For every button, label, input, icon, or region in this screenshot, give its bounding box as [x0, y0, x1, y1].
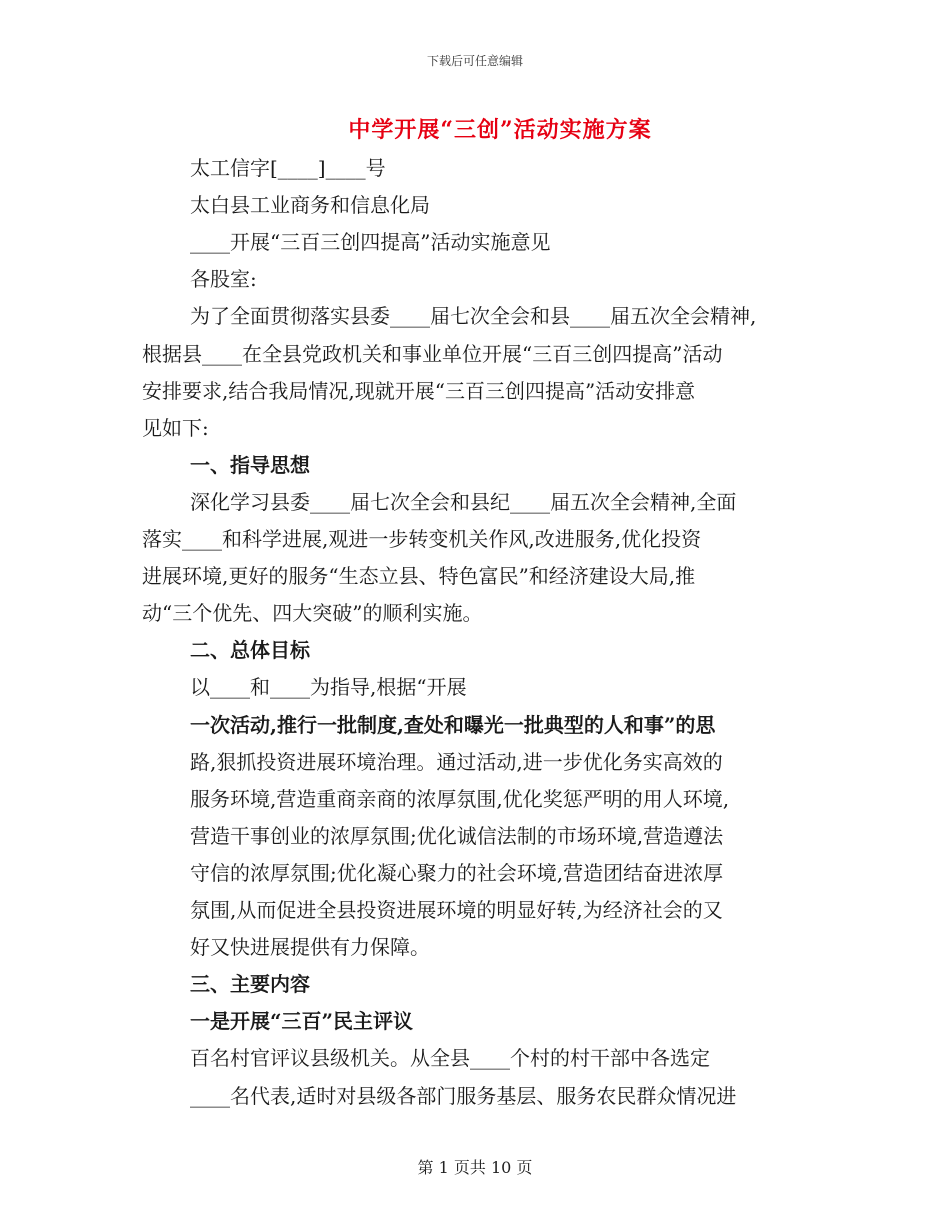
page-footer: 第 1 页共 10 页: [417, 1158, 533, 1177]
section-heading: 三、主要内容: [190, 972, 310, 997]
body-text-line: 落实____和科学进展,观进一步转变机关作风,改进服务,优化投资: [142, 527, 702, 551]
body-text-line: 以____和____为指导,根据“开展: [190, 675, 467, 700]
body-text-line: 动“三个优先、四大突破”的顺利实施。: [142, 601, 483, 626]
body-text-line: 为了全面贯彻落实县委____届七次全会和县____届五次全会精神,: [190, 304, 757, 329]
body-text-line: ____开展“三百三创四提高”活动实施意见: [190, 230, 551, 255]
body-text-line: 营造干事创业的浓厚氛围;优化诚信法制的市场环境,营造遵法: [190, 823, 724, 848]
section-heading: 一次活动,推行一批制度,查处和曝光一批典型的人和事”的思: [190, 712, 716, 737]
body-text-line: 深化学习县委____届七次全会和县纪____届五次全会精神,全面: [190, 489, 737, 514]
body-text-line: ____名代表,适时对县级各部门服务基层、服务农民群众情况进: [190, 1083, 737, 1108]
body-text-line: 路,狠抓投资进展环境治理。通过活动,进一步优化务实高效的: [190, 749, 723, 774]
body-text-line: 进展环境,更好的服务“生态立县、特色富民”和经济建设大局,推: [142, 564, 696, 589]
section-heading: 一是开展“三百”民主评议: [190, 1009, 414, 1034]
body-text-line: 氛围,从而促进全县投资进展环境的明显好转,为经济社会的又: [190, 898, 723, 922]
body-text-line: 守信的浓厚氛围;优化凝心聚力的社会环境,营造团结奋进浓厚: [190, 860, 724, 885]
body-text-line: 好又快进展提供有力保障。: [190, 935, 430, 960]
body-text-line: 安排要求,结合我局情况,现就开展“三百三创四提高”活动安排意: [142, 378, 696, 403]
body-text-line: 百名村官评议县级机关。从全县____个村的村干部中各选定: [190, 1046, 710, 1071]
body-text-line: 各股室:: [190, 267, 257, 292]
body-text-line: 根据县____在全县党政机关和事业单位开展“三百三创四提高”活动: [142, 341, 723, 366]
body-text-line: 服务环境,营造重商亲商的浓厚氛围,优化奖惩严明的用人环境,: [190, 786, 730, 811]
body-text-line: 见如下:: [142, 415, 209, 440]
header-note: 下载后可任意编辑: [426, 54, 523, 68]
document-title: 中学开展“三创”活动实施方案: [348, 117, 652, 143]
section-heading: 二、总体目标: [190, 638, 310, 663]
body-text-line: 太工信字[____]____号: [190, 156, 386, 180]
section-heading: 一、指导思想: [190, 452, 310, 477]
body-text-line: 太白县工业商务和信息化局: [190, 193, 430, 218]
